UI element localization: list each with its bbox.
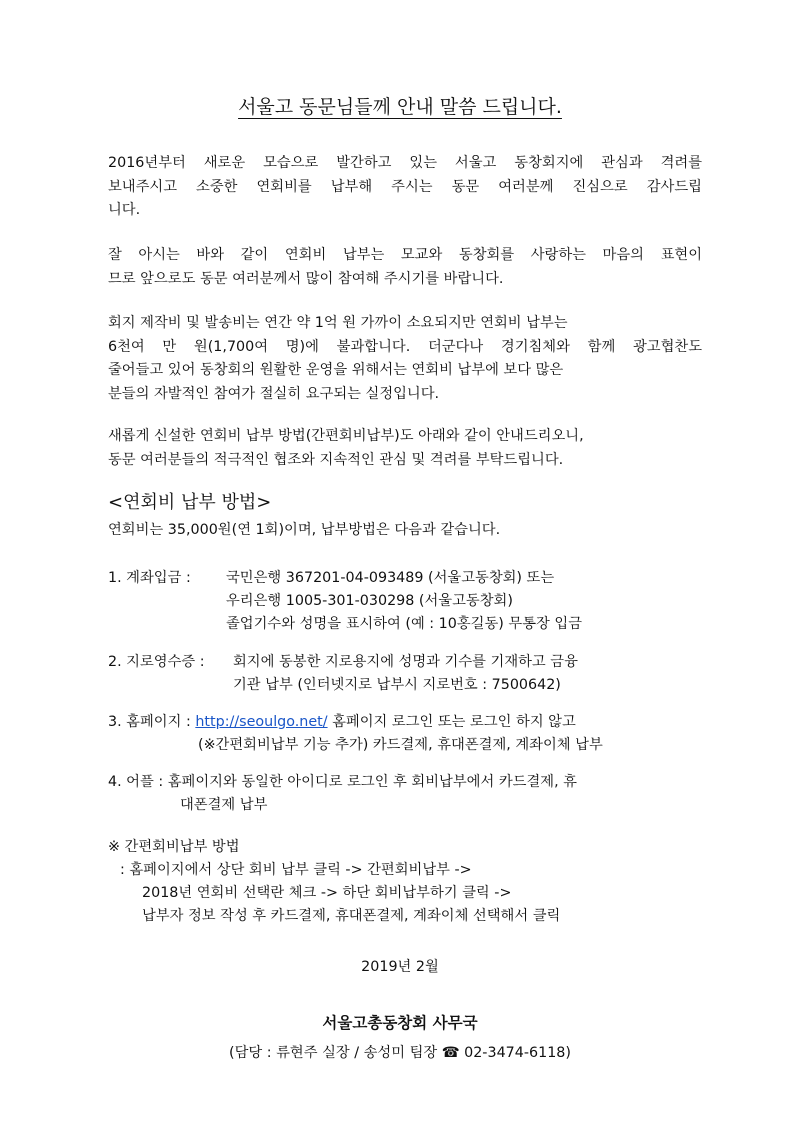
- paragraph-line: 줄어들고 있어 동창회의 원활한 운영을 위해서는 연회비 납부에 보다 많은: [108, 362, 564, 378]
- paragraph-line: 6천여 만 원(1,700여 명)에 불과합니다. 더군다나 경기침체와 함께 광고협찬도: [108, 338, 702, 355]
- item-giro-label: 2. 지로영수증 :: [108, 654, 205, 670]
- item-homepage-line: [108, 711, 576, 735]
- item-homepage-text: 홈페이지 로그인 또는 로그인 하지 않고: [332, 714, 576, 730]
- item-homepage-line: (※간편회비납부 기능 추가) 카드결제, 휴대폰결제, 계좌이체 납부: [198, 737, 603, 753]
- paragraph-participation: [108, 244, 702, 291]
- item-giro-line: 회지에 동봉한 지로용지에 성명과 기수를 기재하고 금융: [233, 654, 578, 670]
- note-line: : 홈페이지에서 상단 회비 납부 클릭 -> 간편회비납부 ->: [120, 862, 472, 878]
- paragraph-new-method: [108, 425, 702, 472]
- paragraph-line: 동문 여러분들의 적극적인 협조와 지속적인 관심 및 격려를 부탁드립니다.: [108, 451, 564, 468]
- item-app-label: 4. 어플 :: [108, 774, 164, 790]
- paragraph-costs: [108, 312, 702, 406]
- issue-date: 2019년 2월: [361, 959, 439, 975]
- note-line: 납부자 정보 작성 후 카드결제, 휴대폰결제, 계좌이체 선택해서 클릭: [142, 908, 561, 924]
- item-bank-transfer-line: 국민은행 367201-04-093489 (서울고동창회) 또는: [226, 570, 555, 586]
- paragraph-thanks: [108, 152, 702, 223]
- paragraph-line: 분들의 자발적인 참여가 절실히 요구되는 실정입니다.: [108, 385, 440, 402]
- item-app-line: [108, 771, 577, 795]
- item-bank-transfer-line: 우리은행 1005-301-030298 (서울고동창회): [226, 593, 513, 609]
- paragraph-line: 2016년부터 새로운 모습으로 발간하고 있는 서울고 동창회지에 관심과 격려를: [108, 155, 702, 171]
- item-app-text: 홈페이지와 동일한 아이디로 로그인 후 회비납부에서 카드결제, 휴: [167, 774, 577, 790]
- section-intro: 연회비는 35,000원(연 1회)이며, 납부방법은 다음과 같습니다.: [108, 522, 501, 538]
- item-homepage-label: 3. 홈페이지 :: [108, 714, 191, 730]
- organization-name: 서울고총동창회 사무국: [322, 1014, 478, 1032]
- item-bank-transfer-line: 졸업기수와 성명을 표시하여 (예 : 10홍길동) 무통장 입금: [226, 616, 583, 632]
- item-app-line: 대폰결제 납부: [180, 797, 268, 813]
- paragraph-line: 보내주시고 소중한 연회비를 납부해 주시는 동문 여러분께 진심으로 감사드립: [108, 178, 702, 195]
- paragraph-line: 회지 제작비 및 발송비는 연간 약 1억 원 가까이 소요되지만 연회비 납부는: [108, 315, 568, 331]
- note-line: 2018년 연회비 선택란 체크 -> 하단 회비납부하기 클릭 ->: [142, 885, 512, 901]
- paragraph-line: 새롭게 신설한 연회비 납부 방법(간편회비납부)도 아래와 같이 안내드리오니,: [108, 428, 584, 444]
- section-heading: <연회비 납부 방법>: [108, 492, 272, 513]
- paragraph-line: 므로 앞으로도 동문 여러분께서 많이 참여해 주시기를 바랍니다.: [108, 270, 504, 287]
- paragraph-line: 니다.: [108, 202, 141, 218]
- paragraph-line: 잘 아시는 바와 같이 연회비 납부는 모교와 동창회를 사랑하는 마음의 표현이: [108, 247, 702, 263]
- item-giro-line: 기관 납부 (인터넷지로 납부시 지로번호 : 7500642): [233, 677, 561, 693]
- homepage-link[interactable]: http://seoulgo.net/: [195, 714, 328, 730]
- note-title: ※ 간편회비납부 방법: [108, 839, 240, 855]
- item-bank-transfer-label: 1. 계좌입금 :: [108, 570, 191, 586]
- contact-info: (담당 : 류현주 실장 / 송성미 팀장 ☎ 02-3474-6118): [229, 1045, 571, 1061]
- page-title: 서울고 동문님들께 안내 말씀 드립니다.: [238, 96, 562, 118]
